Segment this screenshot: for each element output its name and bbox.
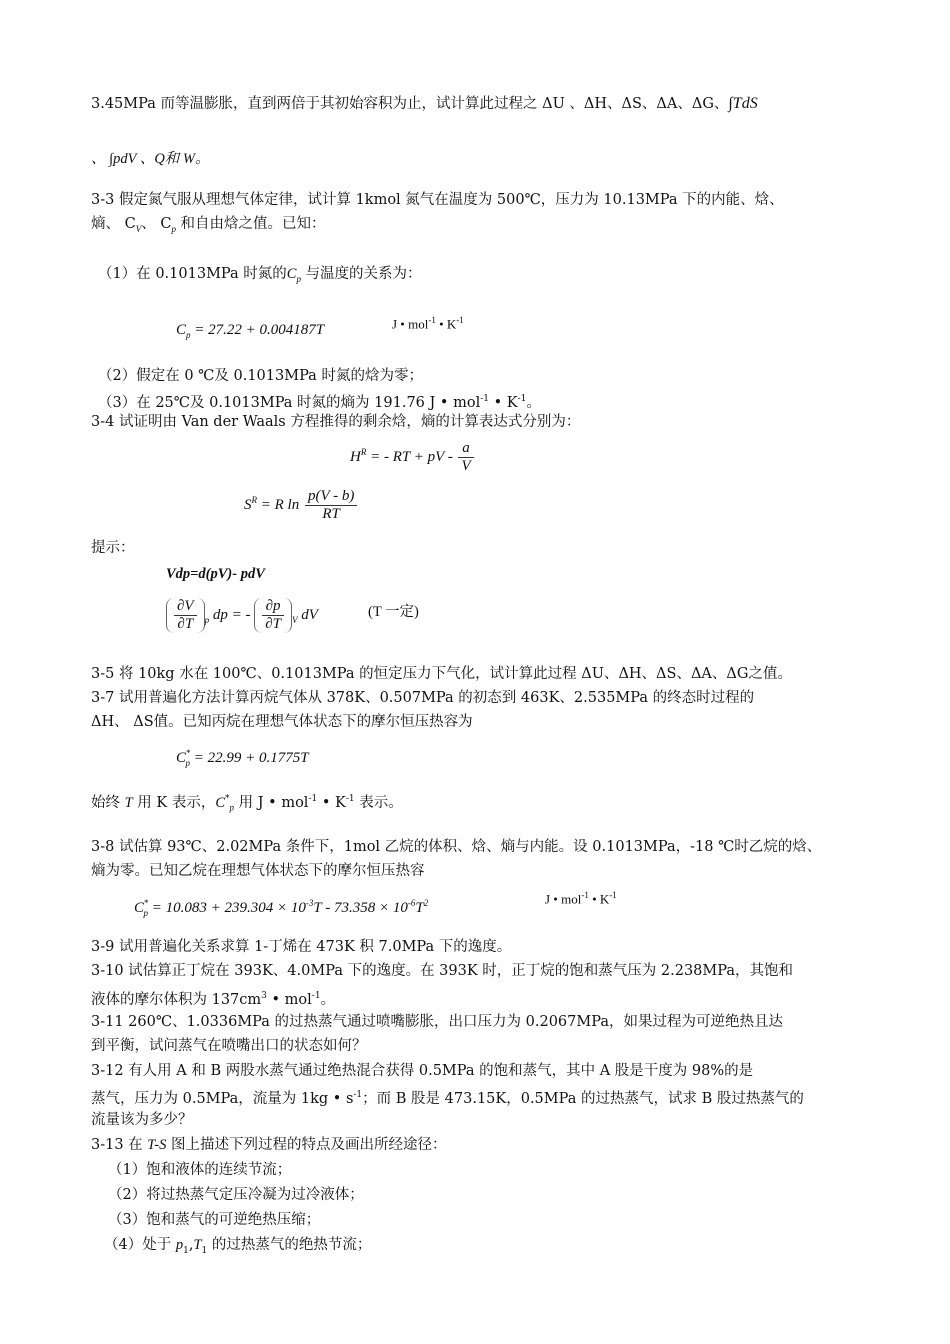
sub: 1 (183, 1245, 189, 1256)
t: T (124, 794, 133, 811)
text: 用 K 表示， (132, 794, 216, 811)
mid: dp = - (212, 606, 251, 623)
hint-note (368, 602, 419, 622)
text: 和自由焓之值。已知： (175, 216, 326, 232)
text: （3）在 25℃及 0.1013MPa 时氮的熵为 191.76 J • mol (98, 394, 481, 411)
problem-3-3-line2 (91, 214, 326, 239)
sup: -1 (345, 794, 355, 804)
text: 熵为零。已知乙烷在理想气体状态下的摩尔恒压热容 (91, 863, 425, 879)
sup: R (360, 446, 367, 457)
text: 表示。 (354, 794, 403, 811)
text: 液体的摩尔体积为 137cm (91, 991, 262, 1008)
cp: C (215, 794, 226, 811)
problem-3-8-line1 (91, 837, 821, 857)
sub: p (296, 273, 301, 284)
rhs: T - 73.358 × 10 (313, 900, 408, 916)
item-3 (108, 1210, 320, 1230)
sup: -1 (609, 890, 617, 900)
problem-3-11-line1 (91, 1012, 783, 1032)
text: 3-5 将 10kg 水在 100℃、0.1013MPa 的恒定压力下气化，试计算此过程 ΔU、ΔH、ΔS、ΔA、ΔG之值。 (91, 666, 792, 682)
cp: C (176, 750, 187, 766)
problem-3-4 (91, 412, 580, 432)
item-1 (108, 1160, 291, 1180)
text: 图上描述下列过程的特点及画出所经途径： (166, 1137, 447, 1153)
text: 。 (526, 394, 541, 411)
text: 与温度的关系为： (300, 266, 422, 282)
problem-3-12-line3 (91, 1110, 193, 1130)
text: 到平衡，试问蒸气在喷嘴出口的状态如何？ (91, 1038, 367, 1054)
sub: V (291, 614, 298, 625)
unit: • K (317, 794, 346, 811)
sup: * (186, 748, 191, 758)
unit-label (392, 315, 464, 332)
sup: 3 (261, 991, 267, 1001)
text: 3-7 试用普遍化方法计算丙烷气体从 378K、0.507MPa 的初态到 463K、2.535MPa 的终态时过程的 (91, 690, 755, 706)
sup: -1 (480, 394, 489, 404)
text: 3-9 试用普遍化关系求算 1-丁烯在 473K 积 7.0MPa 下的逸度。 (91, 939, 512, 955)
equation-cp-ethane (134, 898, 428, 918)
equation-partial (166, 598, 318, 633)
numerator: ∂p (262, 598, 284, 616)
denominator: RT (322, 506, 340, 522)
numerator: p(V - b) (305, 488, 357, 506)
problem-3-12-line1 (91, 1061, 753, 1081)
sup: -1 (428, 315, 436, 325)
text: • mol (266, 991, 312, 1008)
problem-3-7-line3 (91, 789, 403, 818)
rhs: = - RT + pV - (366, 448, 453, 465)
sup: * (144, 898, 149, 908)
end: dV (301, 606, 318, 623)
sup: R (251, 494, 257, 505)
condition-3 (98, 389, 541, 413)
text: （1）在 0.1013MPa 时氮的 (98, 266, 287, 282)
t: T (193, 1237, 202, 1253)
text: 3-8 试估算 93℃、2.02MPa 条件下，1mol 乙烷的体积、焓、熵与内能。设 0.1013MPa，-18 ℃时乙烷的焓、 (91, 839, 822, 855)
text: 流量该为多少？ (91, 1112, 193, 1128)
problem-3-12-line2 (91, 1085, 804, 1109)
s: S (244, 496, 252, 513)
denominator: ∂T (177, 616, 194, 632)
text: 、 C (141, 216, 172, 232)
cp: C (134, 900, 145, 916)
text: （3）饱和蒸气的可逆绝热压缩； (108, 1212, 321, 1228)
problem-3-2-tail (91, 94, 758, 114)
text: （2）将过热蒸气定压冷凝为过冷液体； (108, 1187, 364, 1203)
sub: 1 (201, 1245, 208, 1256)
text: 3.45MPa 而等温膨胀，直到两倍于其初始容积为止，试计算此过程之 ΔU 、ΔH、ΔS、ΔA、ΔG、 (91, 96, 729, 112)
rhs: T (415, 900, 424, 916)
rhs: = R ln (257, 496, 300, 513)
sup: 2 (423, 898, 429, 908)
sup: -1 (353, 1090, 363, 1100)
sup: * (225, 794, 230, 804)
sup: -1 (517, 394, 527, 404)
text: 3-11 260℃、1.0336MPa 的过热蒸气通过喷嘴膨胀，出口压力为 0.2067MPa，如果过程为可逆绝热且达 (91, 1014, 783, 1030)
problem-3-11-line2 (91, 1036, 367, 1056)
sup: -1 (308, 794, 318, 804)
fraction (174, 598, 197, 633)
integral-tds: ∫TdS (728, 95, 758, 112)
rhs: = 22.99 + 0.1775T (190, 750, 309, 766)
sub: p (143, 908, 149, 918)
problem-3-10-line1 (91, 961, 793, 981)
unit: • K (435, 316, 457, 332)
sub: V (135, 223, 142, 234)
problem-3-5 (91, 664, 792, 684)
ts: T-S (147, 1137, 167, 1153)
problem-3-10-line2 (91, 986, 335, 1010)
text: 、 ∫pdV 、Q和 W。 (91, 151, 210, 167)
condition-2 (98, 366, 423, 386)
text: 3-13 在 (91, 1137, 148, 1153)
cp: C (176, 322, 187, 338)
h: H (350, 448, 361, 465)
comma: , (188, 1237, 194, 1253)
item-2 (108, 1185, 364, 1205)
rhs: = 27.22 + 0.004187T (190, 322, 325, 338)
problem-3-9 (91, 937, 511, 957)
text: (T 一定) (368, 604, 419, 620)
text: 3-12 有人用 A 和 B 两股水蒸气通过绝热混合获得 0.5MPa 的饱和蒸气，其中 A 股是干度为 98%的是 (91, 1063, 754, 1079)
unit: J • mol (545, 891, 582, 907)
text: 用 J • mol (234, 794, 309, 811)
sup: -1 (311, 991, 321, 1001)
problem-3-7-line2 (91, 712, 473, 732)
equation-sr (244, 488, 359, 523)
condition-1 (98, 264, 422, 289)
sub: p (186, 330, 191, 340)
text: ΔH、 ΔS值。已知丙烷在理想气体状态下的摩尔恒压热容为 (91, 714, 473, 730)
numerator: ∂V (174, 598, 197, 616)
sup: -1 (456, 315, 464, 325)
sup: -1 (581, 890, 589, 900)
text: ；而 B 股是 473.15K，0.5MPa 的过热蒸气，试求 B 股过热蒸气的 (362, 1090, 804, 1107)
fraction (458, 440, 473, 475)
text: 提示： (91, 540, 135, 556)
sub: p (204, 614, 210, 625)
unit: • K (588, 891, 610, 907)
fraction (262, 598, 284, 633)
text: （2）假定在 0 ℃及 0.1013MPa 时氮的焓为零； (98, 368, 423, 384)
unit: J • mol (392, 316, 429, 332)
equation-hr (350, 440, 476, 475)
denominator: ∂T (265, 616, 281, 632)
paren (166, 598, 205, 633)
equation-cp-n2 (176, 322, 324, 340)
problem-3-7-line1 (91, 688, 754, 708)
text: （4）处于 (104, 1237, 176, 1253)
sup: -3 (305, 898, 314, 908)
sub: p (171, 223, 176, 234)
cp-symbol: C (286, 266, 297, 282)
problem-3-2-tail-2 (91, 149, 210, 169)
paren (254, 598, 292, 633)
unit-label-2 (545, 890, 617, 907)
numerator: a (458, 440, 473, 458)
equation-cp-propane (176, 748, 309, 768)
text: 熵、 C (91, 216, 136, 232)
text: 3-10 试估算正丁烷在 393K、4.0MPa 下的逸度。在 393K 时，正丁烷的饱和蒸气压为 2.238MPa，其饱和 (91, 963, 794, 979)
unit: • K (489, 394, 518, 411)
hint-equation (166, 564, 265, 584)
sub: p (229, 802, 235, 813)
text: （1）饱和液体的连续节流； (108, 1162, 292, 1178)
text: 蒸气，压力为 0.5MPa，流量为 1kg • s (91, 1090, 354, 1107)
denominator: V (461, 458, 471, 474)
text: 3-3 假定氮气服从理想气体定律，试计算 1kmol 氮气在温度为 500℃，压力为 10.13MPa 下的内能、焓、 (91, 192, 784, 208)
text: 的过热蒸气的绝热节流； (207, 1237, 372, 1253)
p: p (175, 1237, 184, 1253)
text: 。 (320, 991, 336, 1008)
text: Vdp=d(pV)- pdV (166, 566, 265, 582)
sub: p (185, 758, 191, 768)
problem-3-8-line2 (91, 861, 425, 881)
text: 始终 (91, 794, 125, 811)
text: 3-4 试证明由 Van der Waals 方程推得的剩余焓，熵的计算表达式分别为： (91, 414, 581, 430)
problem-3-3-line1 (91, 190, 784, 210)
problem-3-13 (91, 1135, 446, 1155)
fraction (305, 488, 357, 523)
hint-label (91, 538, 135, 558)
sup: -6 (407, 898, 416, 908)
item-4 (104, 1235, 371, 1261)
rhs: = 10.083 + 239.304 × 10 (148, 900, 306, 916)
